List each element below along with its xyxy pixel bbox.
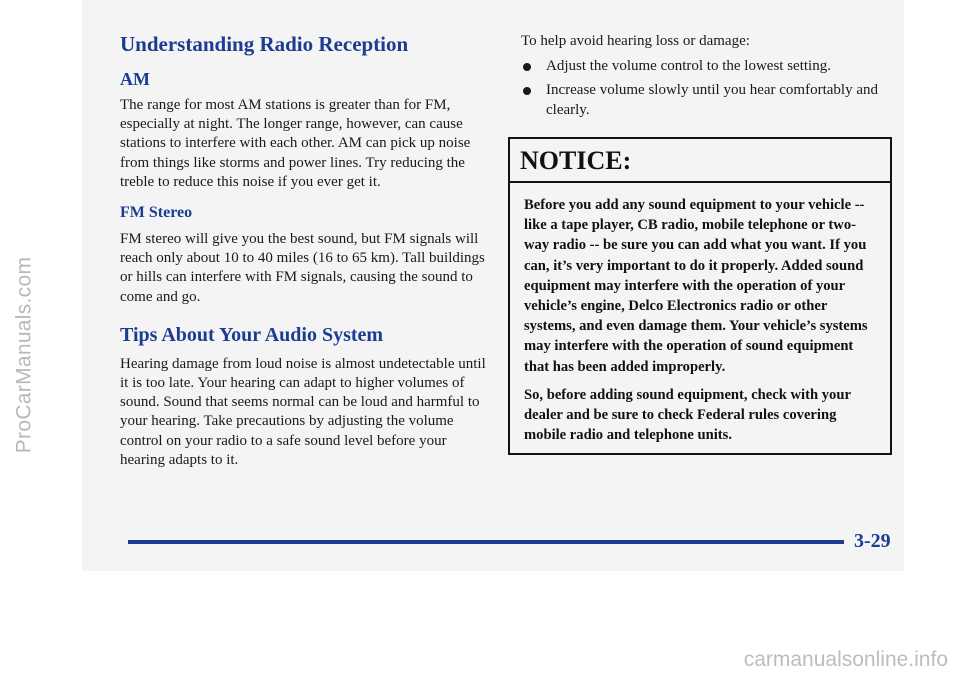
- heading-radio-reception: Understanding Radio Reception: [120, 32, 409, 56]
- subheading-am: AM: [120, 69, 150, 89]
- notice-header: [510, 139, 890, 183]
- hearing-tips-list: [521, 57, 895, 120]
- notice-body: [510, 183, 890, 445]
- side-watermark-text: ProCarManuals.com: [12, 256, 35, 454]
- hearing-intro: To help avoid hearing loss or damage:: [521, 33, 750, 49]
- notice-title: NOTICE:: [520, 146, 632, 175]
- notice-paragraph-2: So, before adding sound equipment, check with your dealer and be sure to check Federal rules covering mobile radio and telephone units.: [524, 386, 851, 444]
- list-item-text: Increase volume slowly until you hear comfortably and clearly.: [546, 82, 878, 118]
- side-watermark: [4, 140, 44, 570]
- footer-rule: [128, 540, 844, 544]
- notice-paragraph-1: Before you add any sound equipment to your vehicle -- like a tape player, CB radio, mobile telephone or two-way radio -- be sure you can add what you want. If you can, it’s very important to do it properly. Added sound equipment may interfere with the operation of your vehicle’s engine, Delco Electronics radio or other systems, and even damage them. Your vehicle’s systems may interfere with the operation of sound equipment that has been added improperly.: [524, 197, 868, 375]
- fm-paragraph: FM stereo will give you the best sound, but FM signals will reach only about 10 to 40 miles (16 to 65 km). Tall buildings or hills can interfere with FM signals, causing the sound to come and go.: [120, 231, 485, 305]
- heading-audio-tips: Tips About Your Audio System: [120, 323, 384, 346]
- left-column: [120, 30, 492, 470]
- bottom-watermark: carmanualsonline.info: [743, 648, 948, 671]
- right-column: [521, 32, 895, 125]
- am-paragraph: The range for most AM stations is greater than for FM, especially at night. The longer range, however, can cause stations to interfere with each other. AM can pick up noise from things like storms and power lines. Try reducing the treble to reduce this noise if you ever get it.: [120, 97, 471, 190]
- tips-paragraph: Hearing damage from loud noise is almost undetectable until it is too late. Your hearing can adapt to higher volumes of sound. Sound that seems normal can be loud and harmful to your hearing. Take precautions by adjusting the volume control on your radio to a safe sound level before your hearing adapts to it.: [120, 355, 486, 468]
- subheading-fm-stereo: FM Stereo: [120, 204, 193, 222]
- list-item: [521, 81, 895, 119]
- list-item: [521, 57, 895, 76]
- list-item-text: Adjust the volume control to the lowest setting.: [546, 58, 831, 75]
- bullet-icon: [523, 63, 531, 71]
- page-number: 3-29: [854, 530, 891, 552]
- bullet-icon: [523, 87, 531, 95]
- notice-box: [508, 137, 892, 455]
